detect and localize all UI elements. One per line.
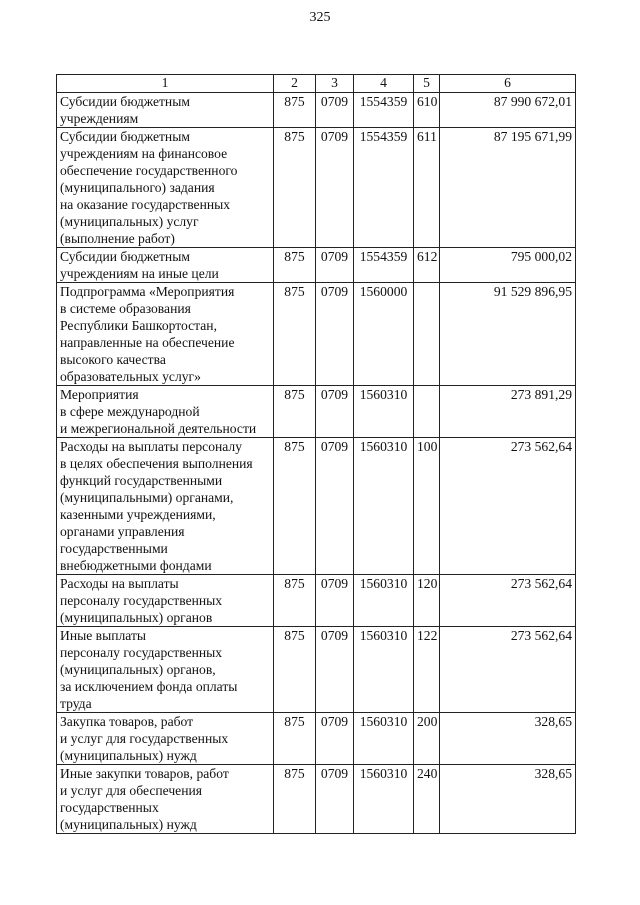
- header-cell: 6: [440, 75, 576, 93]
- expense-type-cell: 122: [414, 627, 440, 713]
- section-code-cell: 0709: [316, 575, 354, 627]
- amount-cell: 273 891,29: [440, 386, 576, 438]
- target-code-cell: 1560310: [354, 438, 414, 575]
- row-name-cell: Закупка товаров, работ и услуг для государственных (муниципальных) нужд: [57, 713, 274, 765]
- section-code-cell: 0709: [316, 438, 354, 575]
- section-code-cell: 0709: [316, 128, 354, 248]
- section-code-cell: 0709: [316, 283, 354, 386]
- admin-code-cell: 875: [274, 128, 316, 248]
- admin-code-cell: 875: [274, 575, 316, 627]
- table-row: [57, 248, 576, 283]
- header-cell: 3: [316, 75, 354, 93]
- amount-cell: 328,65: [440, 765, 576, 834]
- target-code-cell: 1554359: [354, 248, 414, 283]
- expense-type-cell: 611: [414, 128, 440, 248]
- row-name-cell: Субсидии бюджетным учреждениям на иные цели: [57, 248, 274, 283]
- expense-type-cell: 240: [414, 765, 440, 834]
- amount-cell: 91 529 896,95: [440, 283, 576, 386]
- table-row: [57, 627, 576, 713]
- expense-type-cell: 120: [414, 575, 440, 627]
- expense-type-cell: 612: [414, 248, 440, 283]
- amount-cell: 273 562,64: [440, 438, 576, 575]
- row-name-cell: Иные закупки товаров, работ и услуг для обеспечения государственных (муниципальных) нужд: [57, 765, 274, 834]
- admin-code-cell: 875: [274, 438, 316, 575]
- table-row: [57, 575, 576, 627]
- row-name-cell: Мероприятия в сфере международной и межрегиональной деятельности: [57, 386, 274, 438]
- admin-code-cell: 875: [274, 765, 316, 834]
- row-name-cell: Расходы на выплаты персоналу в целях обеспечения выполнения функций государственными (муниципальными) органами, казенными учреждениями, органами управления государственными внебюджетными фондами: [57, 438, 274, 575]
- header-cell: 1: [57, 75, 274, 93]
- target-code-cell: 1554359: [354, 128, 414, 248]
- section-code-cell: 0709: [316, 627, 354, 713]
- table-row: [57, 128, 576, 248]
- expense-type-cell: 100: [414, 438, 440, 575]
- amount-cell: 273 562,64: [440, 575, 576, 627]
- table-row: [57, 713, 576, 765]
- target-code-cell: 1560310: [354, 386, 414, 438]
- admin-code-cell: 875: [274, 283, 316, 386]
- amount-cell: 328,65: [440, 713, 576, 765]
- section-code-cell: 0709: [316, 93, 354, 128]
- row-name-cell: Расходы на выплаты персоналу государственных (муниципальных) органов: [57, 575, 274, 627]
- table-row: [57, 765, 576, 834]
- target-code-cell: 1560310: [354, 575, 414, 627]
- section-code-cell: 0709: [316, 765, 354, 834]
- target-code-cell: 1560310: [354, 713, 414, 765]
- admin-code-cell: 875: [274, 713, 316, 765]
- admin-code-cell: 875: [274, 93, 316, 128]
- header-cell: 5: [414, 75, 440, 93]
- table-header-row: [57, 75, 576, 93]
- amount-cell: 87 195 671,99: [440, 128, 576, 248]
- amount-cell: 273 562,64: [440, 627, 576, 713]
- row-name-cell: Субсидии бюджетным учреждениям: [57, 93, 274, 128]
- header-cell: 2: [274, 75, 316, 93]
- table-row: [57, 438, 576, 575]
- section-code-cell: 0709: [316, 386, 354, 438]
- table-row: [57, 386, 576, 438]
- admin-code-cell: 875: [274, 248, 316, 283]
- header-cell: 4: [354, 75, 414, 93]
- row-name-cell: Субсидии бюджетным учреждениям на финансовое обеспечение государственного (муниципального) задания на оказание государственных (муниципальных) услуг (выполнение работ): [57, 128, 274, 248]
- section-code-cell: 0709: [316, 248, 354, 283]
- amount-cell: 795 000,02: [440, 248, 576, 283]
- expense-type-cell: 200: [414, 713, 440, 765]
- section-code-cell: 0709: [316, 713, 354, 765]
- expense-type-cell: 610: [414, 93, 440, 128]
- target-code-cell: 1554359: [354, 93, 414, 128]
- expense-type-cell: [414, 386, 440, 438]
- amount-cell: 87 990 672,01: [440, 93, 576, 128]
- admin-code-cell: 875: [274, 627, 316, 713]
- budget-table: [56, 74, 576, 834]
- page-number: 325: [309, 10, 331, 25]
- expense-type-cell: [414, 283, 440, 386]
- table-row: [57, 93, 576, 128]
- row-name-cell: Иные выплаты персоналу государственных (муниципальных) органов, за исключением фонда оплаты труда: [57, 627, 274, 713]
- row-name-cell: Подпрограмма «Мероприятия в системе образования Республики Башкортостан, направленные на обеспечение высокого качества образовательных услуг»: [57, 283, 274, 386]
- table-row: [57, 283, 576, 386]
- admin-code-cell: 875: [274, 386, 316, 438]
- target-code-cell: 1560310: [354, 765, 414, 834]
- target-code-cell: 1560310: [354, 627, 414, 713]
- target-code-cell: 1560000: [354, 283, 414, 386]
